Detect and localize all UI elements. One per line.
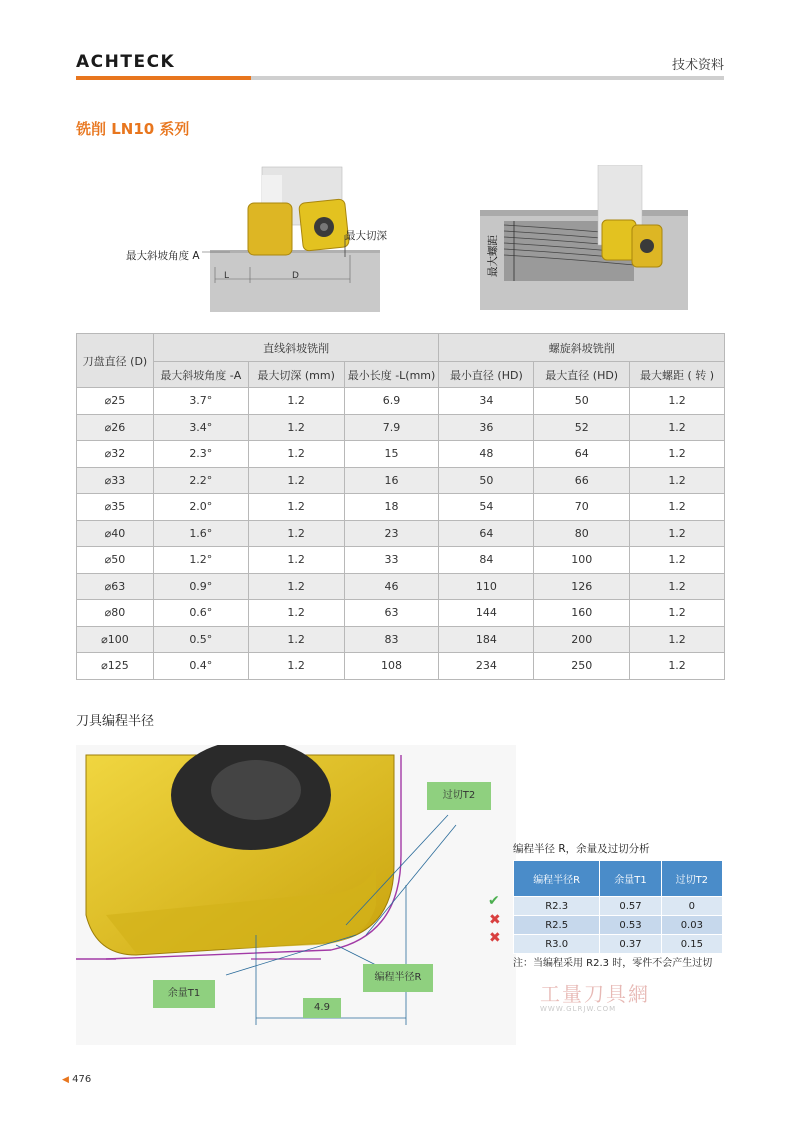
table-cell: 54: [439, 494, 534, 521]
table-cell: 1.2: [630, 388, 725, 415]
table-cell: 110: [439, 573, 534, 600]
header-title: 技术资料: [671, 58, 724, 73]
table-row: [77, 441, 725, 468]
col-header: 最大螺距 ( 转 ): [630, 362, 725, 388]
table-cell: 70: [534, 494, 630, 521]
analysis-row: [514, 916, 723, 935]
cross-icon: ✖: [489, 930, 501, 946]
page-number-text: 476: [72, 1074, 92, 1085]
max-depth-label: 最大切深: [345, 230, 387, 242]
table-cell: 1.2: [248, 600, 344, 627]
table-row: [77, 626, 725, 653]
table-cell: 1.2°: [153, 547, 248, 574]
table-row: [77, 573, 725, 600]
table-cell: 33: [344, 547, 439, 574]
table-cell: 52: [534, 414, 630, 441]
table-cell: 1.2: [248, 441, 344, 468]
table-cell: 0.9°: [153, 573, 248, 600]
col-header: 最小长度 -L(mm): [344, 362, 439, 388]
table-cell: 1.2: [630, 600, 725, 627]
analysis-cell: 0.03: [661, 916, 722, 935]
analysis-cell: 0.37: [600, 935, 661, 954]
table-cell: 83: [344, 626, 439, 653]
table-cell: 0.6°: [153, 600, 248, 627]
analysis-header: 过切T2: [661, 861, 722, 897]
max-ramp-angle-label: 最大斜坡角度 A: [126, 250, 200, 262]
table-row: [77, 547, 725, 574]
table-cell: 1.2: [630, 467, 725, 494]
table-row: [77, 388, 725, 415]
table-cell: 1.2: [630, 653, 725, 680]
table-cell: 1.2: [630, 547, 725, 574]
table-cell: 184: [439, 626, 534, 653]
check-icon: ✔: [488, 893, 500, 909]
table-cell: 48: [439, 441, 534, 468]
page-arrow-icon: ◀: [62, 1075, 69, 1085]
table-cell: 1.2: [248, 467, 344, 494]
table-cell: ⌀26: [77, 414, 154, 441]
analysis-cell: R2.3: [514, 897, 600, 916]
col-header: 最大斜坡角度 -A: [153, 362, 248, 388]
table-cell: 1.2: [248, 547, 344, 574]
table-cell: 200: [534, 626, 630, 653]
table-cell: 66: [534, 467, 630, 494]
table-cell: ⌀50: [77, 547, 154, 574]
analysis-row: [514, 935, 723, 954]
section-title: 铣削 LN10 系列: [76, 120, 190, 138]
col-header: 最大直径 (HD): [534, 362, 630, 388]
table-cell: 34: [439, 388, 534, 415]
table-cell: 1.2: [248, 520, 344, 547]
analysis-note: 注：当编程采用 R2.3 时，零件不会产生过切: [513, 958, 713, 969]
table-cell: ⌀63: [77, 573, 154, 600]
table-cell: 1.2: [630, 573, 725, 600]
table-row: [77, 494, 725, 521]
table-cell: 0.4°: [153, 653, 248, 680]
analysis-header: 余量T1: [600, 861, 661, 897]
watermark-url: WWW.GLRJW.COM: [540, 1005, 617, 1013]
analysis-title: 编程半径 R，余量及过切分析: [513, 843, 650, 855]
page-number: [62, 1074, 91, 1085]
group-helical-header: 螺旋斜坡铣削: [439, 334, 725, 362]
analysis-cell: 0.57: [600, 897, 661, 916]
table-row: [77, 653, 725, 680]
table-cell: 46: [344, 573, 439, 600]
table-cell: 2.3°: [153, 441, 248, 468]
watermark-logo: 工量刀具網: [540, 982, 650, 1006]
table-row: [77, 467, 725, 494]
table-cell: 1.2: [630, 414, 725, 441]
table-cell: 64: [534, 441, 630, 468]
dimension-label: 4.9: [303, 998, 341, 1018]
table-row: [77, 520, 725, 547]
table-cell: 144: [439, 600, 534, 627]
table-cell: ⌀25: [77, 388, 154, 415]
table-cell: 23: [344, 520, 439, 547]
header-rule-accent: [76, 76, 251, 80]
table-row: [77, 600, 725, 627]
programming-radius-label: 编程半径R: [363, 964, 433, 992]
table-cell: 160: [534, 600, 630, 627]
d-label: D: [292, 271, 299, 281]
table-cell: 1.2: [630, 520, 725, 547]
analysis-cell: R3.0: [514, 935, 600, 954]
analysis-cell: 0.53: [600, 916, 661, 935]
radius-section-title: 刀具编程半径: [76, 714, 155, 729]
table-cell: 36: [439, 414, 534, 441]
table-cell: 1.2: [248, 414, 344, 441]
table-cell: 1.2: [248, 626, 344, 653]
table-cell: 100: [534, 547, 630, 574]
table-cell: 15: [344, 441, 439, 468]
analysis-table: [513, 860, 723, 954]
table-cell: 108: [344, 653, 439, 680]
col-header: 最大切深 (mm): [248, 362, 344, 388]
ramp-diagram: [120, 155, 390, 315]
table-cell: 250: [534, 653, 630, 680]
allowance-label: 余量T1: [153, 980, 215, 1008]
analysis-cell: R2.5: [514, 916, 600, 935]
table-cell: 3.7°: [153, 388, 248, 415]
brand-logo: ACHTECK: [76, 52, 176, 72]
table-cell: 50: [534, 388, 630, 415]
table-cell: 50: [439, 467, 534, 494]
table-cell: 0.5°: [153, 626, 248, 653]
table-cell: 234: [439, 653, 534, 680]
table-cell: ⌀80: [77, 600, 154, 627]
table-cell: 1.2: [630, 626, 725, 653]
table-cell: ⌀33: [77, 467, 154, 494]
table-cell: 2.2°: [153, 467, 248, 494]
table-cell: 1.6°: [153, 520, 248, 547]
table-cell: 16: [344, 467, 439, 494]
table-cell: 1.2: [248, 573, 344, 600]
analysis-cell: 0: [661, 897, 722, 916]
table-cell: 1.2: [248, 653, 344, 680]
table-cell: 1.2: [248, 494, 344, 521]
table-cell: 3.4°: [153, 414, 248, 441]
table-cell: 63: [344, 600, 439, 627]
table-cell: 1.2: [630, 494, 725, 521]
table-cell: ⌀35: [77, 494, 154, 521]
table-cell: 1.2: [248, 388, 344, 415]
table-cell: ⌀32: [77, 441, 154, 468]
table-cell: 2.0°: [153, 494, 248, 521]
group-linear-header: 直线斜坡铣削: [153, 334, 439, 362]
analysis-row: [514, 897, 723, 916]
col-diameter-header: 刀盘直径 (D): [77, 334, 154, 388]
table-cell: 126: [534, 573, 630, 600]
table-cell: ⌀125: [77, 653, 154, 680]
table-cell: 84: [439, 547, 534, 574]
cross-icon: ✖: [489, 912, 501, 928]
table-cell: 7.9: [344, 414, 439, 441]
table-row: [77, 414, 725, 441]
overcut-label: 过切T2: [427, 782, 491, 810]
table-cell: 1.2: [630, 441, 725, 468]
l-label: L: [224, 271, 230, 281]
helical-diagram: [480, 165, 700, 315]
analysis-cell: 0.15: [661, 935, 722, 954]
max-pitch-label: 最大螺距: [487, 235, 499, 277]
spec-table: [76, 333, 725, 680]
analysis-header: 编程半径R: [514, 861, 600, 897]
table-cell: 18: [344, 494, 439, 521]
table-cell: 6.9: [344, 388, 439, 415]
table-cell: 80: [534, 520, 630, 547]
col-header: 最小直径 (HD): [439, 362, 534, 388]
table-cell: ⌀100: [77, 626, 154, 653]
table-cell: 64: [439, 520, 534, 547]
table-cell: ⌀40: [77, 520, 154, 547]
